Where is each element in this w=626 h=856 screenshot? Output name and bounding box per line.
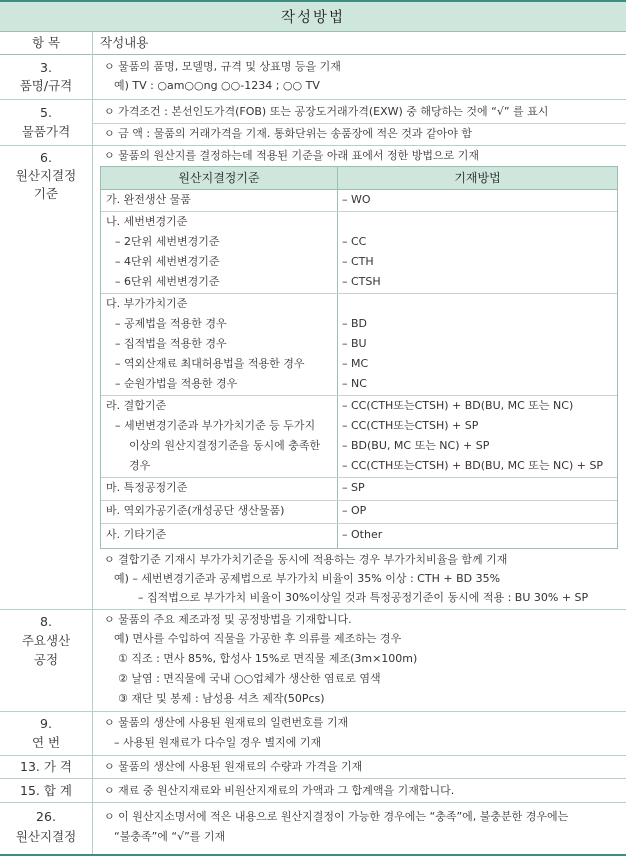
criteria-na-2: – 2단위 세번변경기준 (115, 235, 220, 248)
document-title: 작성방법 (0, 0, 626, 32)
criteria-da-mc: – 역외산재료 최대허용법을 적용한 경우 (115, 357, 305, 370)
method-da-bd: – BD (342, 317, 368, 330)
section-8-title: 주요생산 (21, 633, 71, 648)
method-da-mc: – MC (342, 357, 369, 370)
criteria-table-divider (337, 167, 338, 548)
section-26 (0, 803, 626, 854)
section-5-number: 5. (40, 105, 52, 120)
criteria-ra-desc-1: – 세번변경기준과 부가가치기준 등 두가지 (115, 419, 316, 432)
section-8 (0, 610, 626, 712)
section-8-number: 8. (40, 614, 52, 629)
header-content: 작성내용 (100, 35, 149, 50)
section-9-sub: – 사용된 원재료가 다수일 경우 별지에 기재 (114, 736, 322, 749)
section-26-title: 원산지결정 (15, 829, 77, 844)
section-9-title: 연 번 (31, 735, 61, 750)
section-6-note-2: 예) – 세번변경기준과 공제법으로 부가가치 비율이 35% 이상 : CTH + BD 35% (114, 572, 501, 585)
section-6-note-1: ㅇ 결합기준 기재시 부가가치기준을 동시에 적용하는 경우 부가가치비율을 함께 기재 (104, 553, 508, 566)
section-26-line: ㅇ 이 원산지소명서에 적은 내용으로 원산지결정이 가능한 경우에는 “충족”에, 불충분한 경우에는 (104, 810, 569, 823)
criteria-na: 나. 세번변경기준 (106, 215, 188, 228)
criteria-table-header (101, 167, 617, 190)
section-3-example: 예) TV : ○am○○ng ○○-1234 ; ○○ TV (114, 79, 320, 92)
section-15-line: ㅇ 재료 중 원산지재료와 비원산지재료의 가액과 그 합계액을 기재합니다. (104, 784, 455, 797)
method-sa: – Other (342, 528, 383, 541)
section-9-line: ㅇ 물품의 생산에 사용된 원재료의 일련번호를 기재 (104, 716, 349, 729)
criteria-row-divider (101, 523, 617, 524)
method-ra-1: – CC(CTH또는CTSH) + BD(BU, MC 또는 NC) (342, 399, 574, 412)
criteria-table (100, 166, 618, 549)
method-ba: – OP (342, 504, 367, 517)
section-6-intro: ㅇ 물품의 원산지를 결정하는데 적용된 기준을 아래 표에서 정한 방법으로 기재 (104, 149, 479, 162)
criteria-ra: 라. 결합기준 (106, 399, 167, 412)
criteria-da-bu: – 집적법을 적용한 경우 (115, 337, 227, 350)
criteria-ma: 마. 특정공정기준 (106, 481, 188, 494)
method-ga: – WO (342, 193, 371, 206)
section-6-note-3: – 집적법으로 부가가치 비율이 30%이상일 것과 특정공정기준이 동시에 적용 : BU 30% + SP (138, 591, 589, 604)
criteria-header: 원산지결정기준 (178, 171, 260, 185)
criteria-ra-desc-2: 이상의 원산지결정기준을 동시에 충족한 (129, 439, 321, 452)
section-5-title: 물품가격 (21, 124, 71, 139)
section-6-title: 원산지결정 (15, 168, 77, 183)
criteria-da-bd: – 공제법을 적용한 경우 (115, 317, 227, 330)
criteria-na-4: – 4단위 세번변경기준 (115, 255, 220, 268)
section-8-step-1: ① 직조 : 면사 85%, 합성사 15%로 면직물 제조(3m×100m) (118, 652, 418, 665)
section-3-title: 품명/규격 (19, 78, 73, 93)
section-8-step-2: ② 날염 : 면직물에 국내 ○○업체가 생산한 염료로 염색 (118, 672, 381, 685)
section-8-title-2: 공정 (33, 652, 59, 667)
criteria-ba: 바. 역외가공기준(개성공단 생산물품) (106, 504, 285, 517)
criteria-da: 다. 부가가치기준 (106, 297, 188, 310)
criteria-na-6: – 6단위 세번변경기준 (115, 275, 220, 288)
method-na-6: – CTSH (342, 275, 381, 288)
section-3-line: ㅇ 물품의 품명, 모델명, 규격 및 상표명 등을 기재 (104, 60, 341, 73)
method-na-4: – CTH (342, 255, 374, 268)
section-5-price-condition: ㅇ 가격조건 : 본선인도가격(FOB) 또는 공장도거래가격(EXW) 중 해당하는 것에 “√” 를 표시 (104, 105, 549, 118)
header-item: 항 목 (31, 35, 61, 50)
section-8-example: 예) 면사를 수입하여 직물을 가공한 후 의류를 제조하는 경우 (114, 632, 402, 645)
method-header: 기재방법 (454, 171, 501, 185)
section-5 (0, 100, 626, 146)
method-ra-2: – CC(CTH또는CTSH) + SP (342, 419, 479, 432)
criteria-ra-desc-3: 경우 (129, 459, 151, 472)
section-9 (0, 712, 626, 756)
criteria-ga: 가. 완전생산 물품 (106, 193, 191, 206)
section-26-number: 26. (36, 809, 56, 824)
method-na-2: – CC (342, 235, 367, 248)
section-6-title-2: 기준 (33, 186, 59, 201)
column-header-row (0, 32, 626, 55)
section-9-number: 9. (40, 716, 52, 731)
section-13-title: 13. 가 격 (20, 759, 72, 774)
section-26-line-2: “불충족”에 “√”를 기재 (114, 830, 226, 843)
section-8-step-3: ③ 재단 및 봉제 : 남성용 셔츠 제작(50Pcs) (118, 692, 325, 705)
method-ma: – SP (342, 481, 365, 494)
section-15 (0, 779, 626, 803)
method-da-bu: – BU (342, 337, 367, 350)
section-5-amount: ㅇ 금 액 : 물품의 거래가격을 기재. 통화단위는 송품장에 적은 것과 같아야 함 (104, 127, 472, 140)
section-8-line: ㅇ 물품의 주요 제조과정 및 공정방법을 기재합니다. (104, 613, 352, 626)
section-6-number: 6. (40, 150, 52, 165)
section-15-title: 15. 합 계 (20, 783, 72, 798)
method-ra-4: – CC(CTH또는CTSH) + BD(BU, MC 또는 NC) + SP (342, 459, 604, 472)
method-da-nc: – NC (342, 377, 367, 390)
section-3-number: 3. (40, 60, 52, 75)
section-13-line: ㅇ 물품의 생산에 사용된 원재료의 수량과 가격을 기재 (104, 760, 363, 773)
section-3 (0, 55, 626, 100)
criteria-sa: 사. 기타기준 (106, 528, 167, 541)
method-ra-3: – BD(BU, MC 또는 NC) + SP (342, 439, 490, 452)
criteria-da-nc: – 순원가법을 적용한 경우 (115, 377, 238, 390)
section-13 (0, 756, 626, 779)
